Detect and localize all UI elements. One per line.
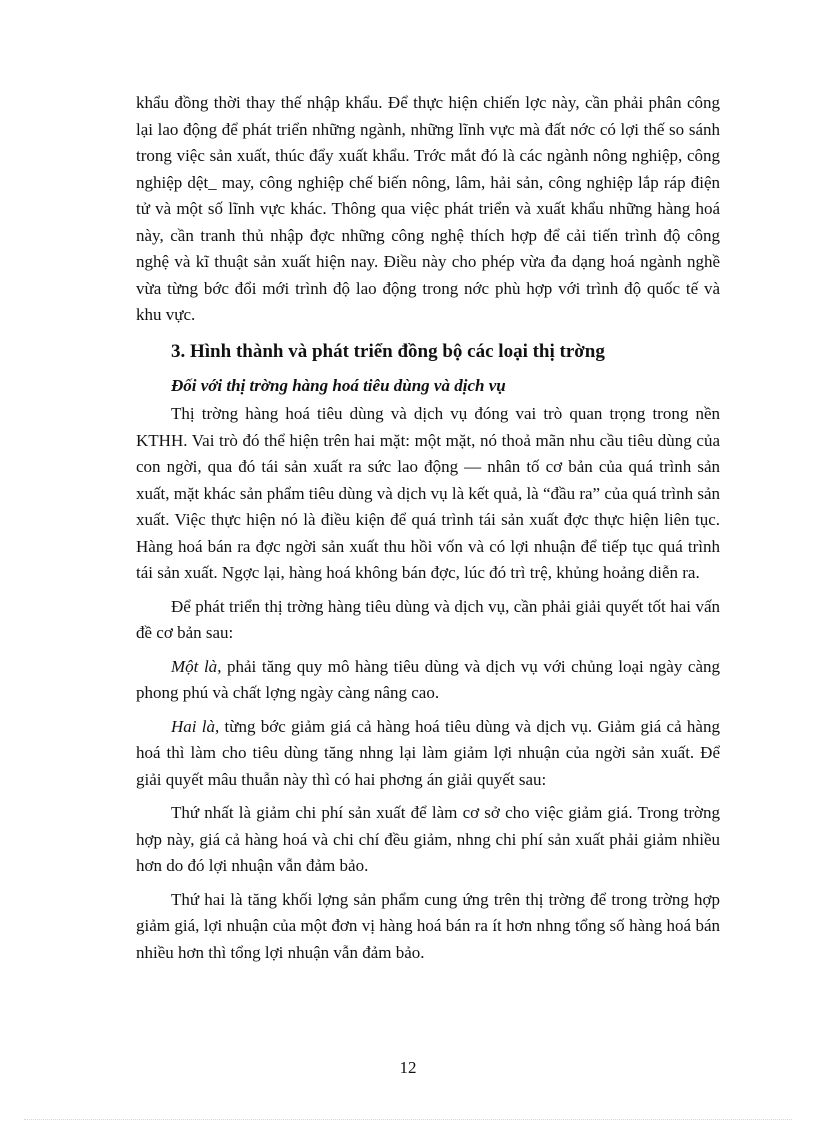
subsection-heading: Đối với thị trờng hàng hoá tiêu dùng và dịch vụ [171, 375, 506, 395]
point-two-text: , từng bớc giảm giá cả hàng hoá tiêu dùng và dịch vụ. Giảm giá cả hàng hoá thì làm cho tiêu dùng tăng nhng lại làm giảm lợi nhuận của ngời sản xuất. Để giải quyết mâu thuẫn này thì có hai phơng án giải quyết sau: [136, 716, 720, 789]
page-body [136, 90, 720, 966]
intro-paragraph: khẩu đồng thời thay thế nhập khẩu. Để thực hiện chiến lợc này, cần phải phân công lại lao động để phát triển những ngành, những lĩnh vực mà đất nớc có lợi thế so sánh trong việc sản xuất, thúc đẩy xuất khẩu. Trớc mắt đó là các ngành nông nghiệp, công nghiệp dệt_ may, công nghiệp chế biến nông, lâm, hải sản, công nghiệp lắp ráp điện tử và một số lĩnh vực khác. Thông qua việc phát triển và xuất khẩu những hàng hoá này, cần tranh thủ nhập đợc những công nghệ thích hợp để cải tiến trình độ công nghệ và kĩ thuật sản xuất hiện nay. Điều này cho phép vừa đa dạng hoá ngành nghề vừa từng bớc đổi mới trình độ lao động trong nớc phù hợp với trình độ quốc tế và khu vực. [136, 93, 720, 324]
point-two-paragraph [136, 714, 720, 794]
paragraph-market-role: Thị trờng hàng hoá tiêu dùng và dịch vụ đóng vai trò quan trọng trong nền KTHH. Vai trò đó thể hiện trên hai mặt: một mặt, nó thoả mãn nhu cầu tiêu dùng của con ngời, qua đó tái sản xuất ra sức lao động — nhân tố cơ bản của quá trình sản xuất, mặt khác sản phẩm tiêu dùng và dịch vụ là kết quả, là “đầu ra” của quá trình sản xuất. Việc thực hiện nó là điều kiện để quá trình tái sản xuất đợc thực hiện liên tục. Hàng hoá bán ra đợc ngời sản xuất thu hồi vốn và có lợi nhuận để tiếp tục quá trình tái sản xuất. Ngợc lại, hàng hoá không bán đợc, lúc đó trì trệ, khủng hoảng diễn ra. [136, 404, 720, 582]
option-two-paragraph: Thứ hai là tăng khối lợng sản phẩm cung ứng trên thị trờng để trong trờng hợp giảm giá, lợi nhuận của một đơn vị hàng hoá bán ra ít hơn nhng tổng số hàng hoá bán nhiều hơn thì tổng lợi nhuận vẫn đảm bảo. [136, 889, 720, 962]
point-two-lead: Hai là [171, 716, 216, 736]
option-one-paragraph: Thứ nhất là giảm chi phí sản xuất để làm cơ sở cho việc giảm giá. Trong trờng hợp này, giá cả hàng hoá và chi chí đều giảm, nhng chi phí sản xuất phải giảm nhiều hơn do đó lợi nhuận vẫn đảm bảo. [136, 803, 720, 875]
point-one-paragraph [136, 654, 720, 707]
point-one-text: , phải tăng quy mô hàng tiêu dùng và dịch vụ với chủng loại ngày càng phong phú và chất lợng ngày càng nâng cao. [136, 656, 721, 702]
paragraph-two-issues: Để phát triển thị trờng hàng tiêu dùng và dịch vụ, cần phải giải quyết tốt hai vấn đề cơ bản sau: [136, 596, 720, 642]
page-number: 12 [399, 1058, 417, 1077]
point-one-lead: Một là [171, 656, 218, 676]
section-heading: 3. Hình thành và phát triển đồng bộ các loại thị trờng [171, 340, 605, 362]
footer-divider [24, 1119, 792, 1120]
